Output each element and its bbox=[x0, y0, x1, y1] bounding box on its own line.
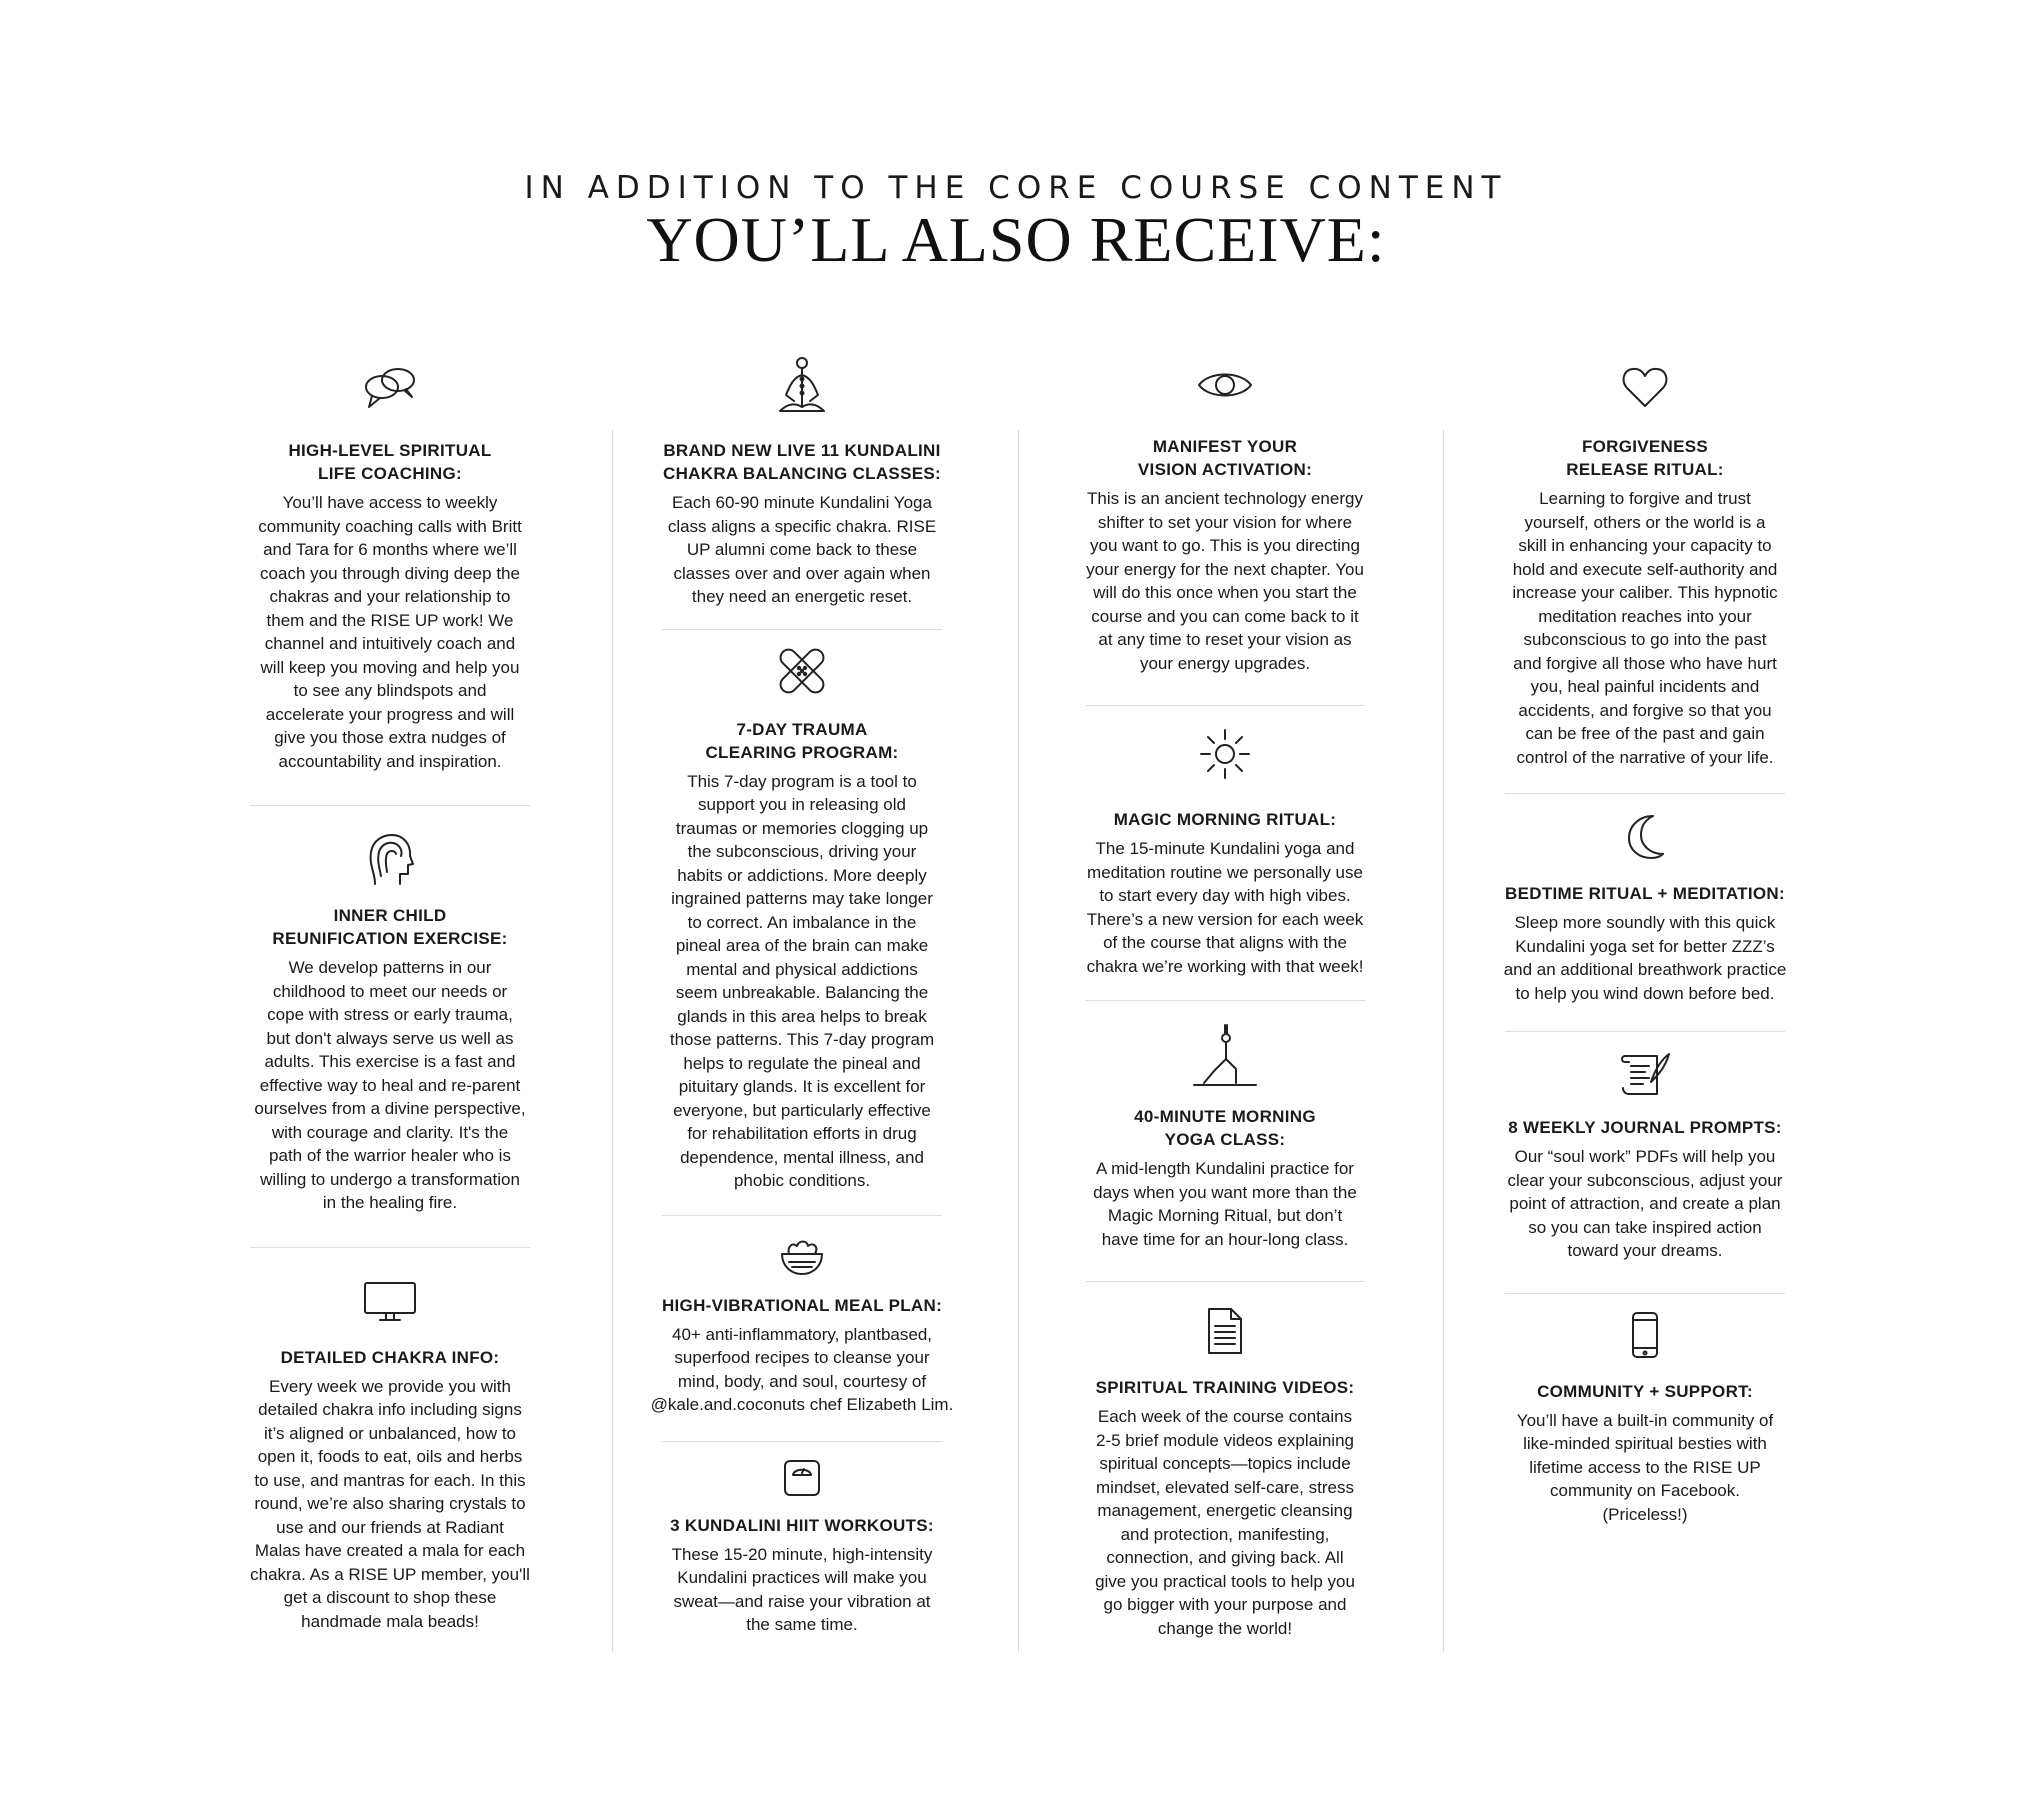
benefit-item bbox=[1045, 1023, 1405, 1251]
benefit-item bbox=[1045, 1306, 1405, 1640]
moon-icon bbox=[1623, 812, 1667, 860]
benefit-description: You’ll have access to weekly community coaching calls with Britt and Tara for 6 months where we’ll coach you through diving deep the chakras and your relationship to them and the RISE UP work! We channel and intuitively coach and will keep you moving and help you to see any blindspots and accelerate your progress and will give you those extra nudges of accountability and inspiration. bbox=[258, 493, 522, 771]
benefit-title: SPIRITUAL TRAINING VIDEOS: bbox=[1095, 1378, 1355, 1397]
benefit-title: BRAND NEW LIVE 11 KUNDALINI CHAKRA BALANCING CLASSES: bbox=[663, 441, 941, 483]
speech-bubbles-icon bbox=[360, 365, 420, 415]
benefit-title: HIGH-VIBRATIONAL MEAL PLAN: bbox=[661, 1295, 943, 1315]
salad-bowl-icon bbox=[777, 1236, 827, 1278]
monitor-icon bbox=[362, 1280, 418, 1322]
sun-icon bbox=[1199, 728, 1251, 780]
benefit-title: 40-MINUTE MORNING YOGA CLASS: bbox=[1134, 1107, 1316, 1149]
benefit-item bbox=[210, 1280, 570, 1634]
column-2 bbox=[622, 365, 982, 1637]
benefit-title: HIGH-LEVEL SPIRITUAL LIFE COACHING: bbox=[288, 441, 492, 483]
benefit-title: 8 WEEKLY JOURNAL PROMPTS: bbox=[1508, 1118, 1782, 1137]
benefit-item bbox=[622, 355, 982, 609]
benefit-title: BEDTIME RITUAL + MEDITATION: bbox=[1505, 884, 1785, 903]
benefit-item bbox=[1465, 1310, 1825, 1527]
kicker-heading: IN ADDITION TO THE CORE COURSE CONTENT bbox=[524, 170, 1508, 206]
bandage-icon bbox=[777, 646, 827, 696]
benefit-item bbox=[210, 365, 570, 773]
meditating-figure-icon bbox=[772, 355, 832, 425]
benefit-title: COMMUNITY + SUPPORT: bbox=[1537, 1381, 1753, 1401]
benefit-description: These 15-20 minute, high-intensity Kundalini practices will make you sweat—and raise your vibration at the same time. bbox=[671, 1544, 933, 1634]
phone-icon bbox=[1630, 1310, 1660, 1360]
benefit-title: 7-DAY TRAUMA CLEARING PROGRAM: bbox=[705, 719, 899, 762]
page-title: YOU’LL ALSO RECEIVE: bbox=[646, 204, 1386, 275]
benefit-title: INNER CHILD REUNIFICATION EXERCISE: bbox=[272, 906, 508, 948]
benefit-description: This is an ancient technology energy shifter to set your vision for where you want to go. This is you directing your energy for the next chapter. You will do this once when you start the course and you can come back to it at any time to reset your vision as your energy upgrades. bbox=[1086, 489, 1364, 673]
benefit-item bbox=[1465, 812, 1825, 1005]
eye-icon bbox=[1195, 365, 1255, 405]
column-4 bbox=[1465, 365, 1825, 1526]
benefit-item bbox=[1465, 1050, 1825, 1263]
benefit-title: FORGIVENESS RELEASE RITUAL: bbox=[1566, 437, 1724, 479]
benefit-description: The 15-minute Kundalini yoga and meditation routine we personally use to start every day with high vibes. There’s a new version for each week of the course that aligns with the chakra we’re working with that week! bbox=[1086, 839, 1364, 976]
benefit-description: We develop patterns in our childhood to meet our needs or cope with stress or early trauma, but don't always serve us well as adults. This exercise is a fast and effective way to heal and re-parent ourselves from a divine perspective, with courage and clarity. It's the path of the warrior healer who is willing to undergo a transformation in the healing fire. bbox=[254, 958, 526, 1212]
column-divider bbox=[612, 430, 613, 1652]
benefit-item bbox=[1045, 365, 1405, 675]
scroll-quill-icon bbox=[1617, 1050, 1673, 1100]
benefit-item bbox=[210, 832, 570, 1215]
benefit-item bbox=[1045, 728, 1405, 978]
column-divider bbox=[1443, 430, 1444, 1652]
benefit-item bbox=[622, 1458, 982, 1637]
benefit-item bbox=[622, 646, 982, 1193]
benefit-description: Every week we provide you with detailed chakra info including signs it’s aligned or unbalanced, how to open it, foods to eat, oils and herbs to use, and mantras for each. In this round, we’re also sharing crystals to use and our friends at Radiant Malas have created a mala for each chakra. As a RISE UP member, you'll get a discount to shop these handmade mala beads! bbox=[250, 1376, 530, 1631]
column-divider bbox=[1018, 430, 1019, 1652]
benefit-description: This 7-day program is a tool to support you in releasing old traumas or memories clogging up the subconscious, driving your habits or addictions. More deeply ingrained patterns may take longer to correct. An imbalance in the pineal area of the brain can make mental and physical addictions seem unbreakable. Balancing the glands in this area helps to break those patterns. This 7-day program helps to regulate the pineal and pituitary glands. It is excellent for everyone, but particularly effective for rehabilitation efforts in drug dependence, mental illness, and phobic conditions. bbox=[669, 771, 935, 1190]
heart-icon bbox=[1621, 365, 1669, 409]
benefit-description: 40+ anti-inflammatory, plantbased, superfood recipes to cleanse your mind, body, and soul, courtesy of @kale.and.coconuts chef Elizabeth Lim. bbox=[650, 1324, 954, 1414]
yoga-pose-icon bbox=[1192, 1023, 1258, 1089]
head-profile-icon bbox=[365, 832, 415, 888]
scale-icon bbox=[782, 1458, 822, 1498]
column-1 bbox=[210, 365, 570, 1633]
column-3 bbox=[1045, 365, 1405, 1640]
benefit-item bbox=[622, 1236, 982, 1417]
document-icon bbox=[1205, 1306, 1245, 1356]
benefit-description: Learning to forgive and trust yourself, others or the world is a skill in enhancing your capacity to hold and execute self-authority and increase your caliber. This hypnotic meditation reaches into your subconscious to go into the past and forgive all those who have hurt you, heal painful incidents and accidents, and forgive so that you can be free of the past and gain control of the narrative of your life. bbox=[1512, 489, 1778, 767]
benefit-item bbox=[1465, 365, 1825, 769]
benefit-title: MAGIC MORNING RITUAL: bbox=[1113, 810, 1337, 829]
benefit-title: MANIFEST YOUR VISION ACTIVATION: bbox=[1137, 437, 1313, 479]
benefit-description: Each 60-90 minute Kundalini Yoga class aligns a specific chakra. RISE UP alumni come back to these classes over and over again when they need an energetic reset. bbox=[667, 493, 937, 606]
benefit-description: A mid-length Kundalini practice for days when you want more than the Magic Morning Ritual, but don’t have time for an hour-long class. bbox=[1093, 1159, 1357, 1249]
benefit-title: DETAILED CHAKRA INFO: bbox=[280, 1347, 500, 1367]
benefit-description: You’ll have a built-in community of like-minded spiritual besties with lifetime access to the RISE UP community on Facebook. (Priceless!) bbox=[1516, 1410, 1774, 1524]
benefit-description: Each week of the course contains 2-5 brief module videos explaining spiritual concepts—topics include mindset, elevated self-care, stress management, energetic cleansing and protection, manifesting, connection, and giving back. All give you practical tools to help you go bigger with your purpose and change the world! bbox=[1095, 1407, 1355, 1638]
benefit-title: 3 KUNDALINI HIIT WORKOUTS: bbox=[670, 1515, 934, 1535]
benefit-description: Sleep more soundly with this quick Kundalini yoga set for better ZZZ’s and an additional breathwork practice to help you wind down before bed. bbox=[1503, 913, 1787, 1003]
benefit-description: Our “soul work” PDFs will help you clear your subconscious, adjust your point of attraction, and create a plan so you can take inspired action toward your dreams. bbox=[1507, 1147, 1783, 1260]
